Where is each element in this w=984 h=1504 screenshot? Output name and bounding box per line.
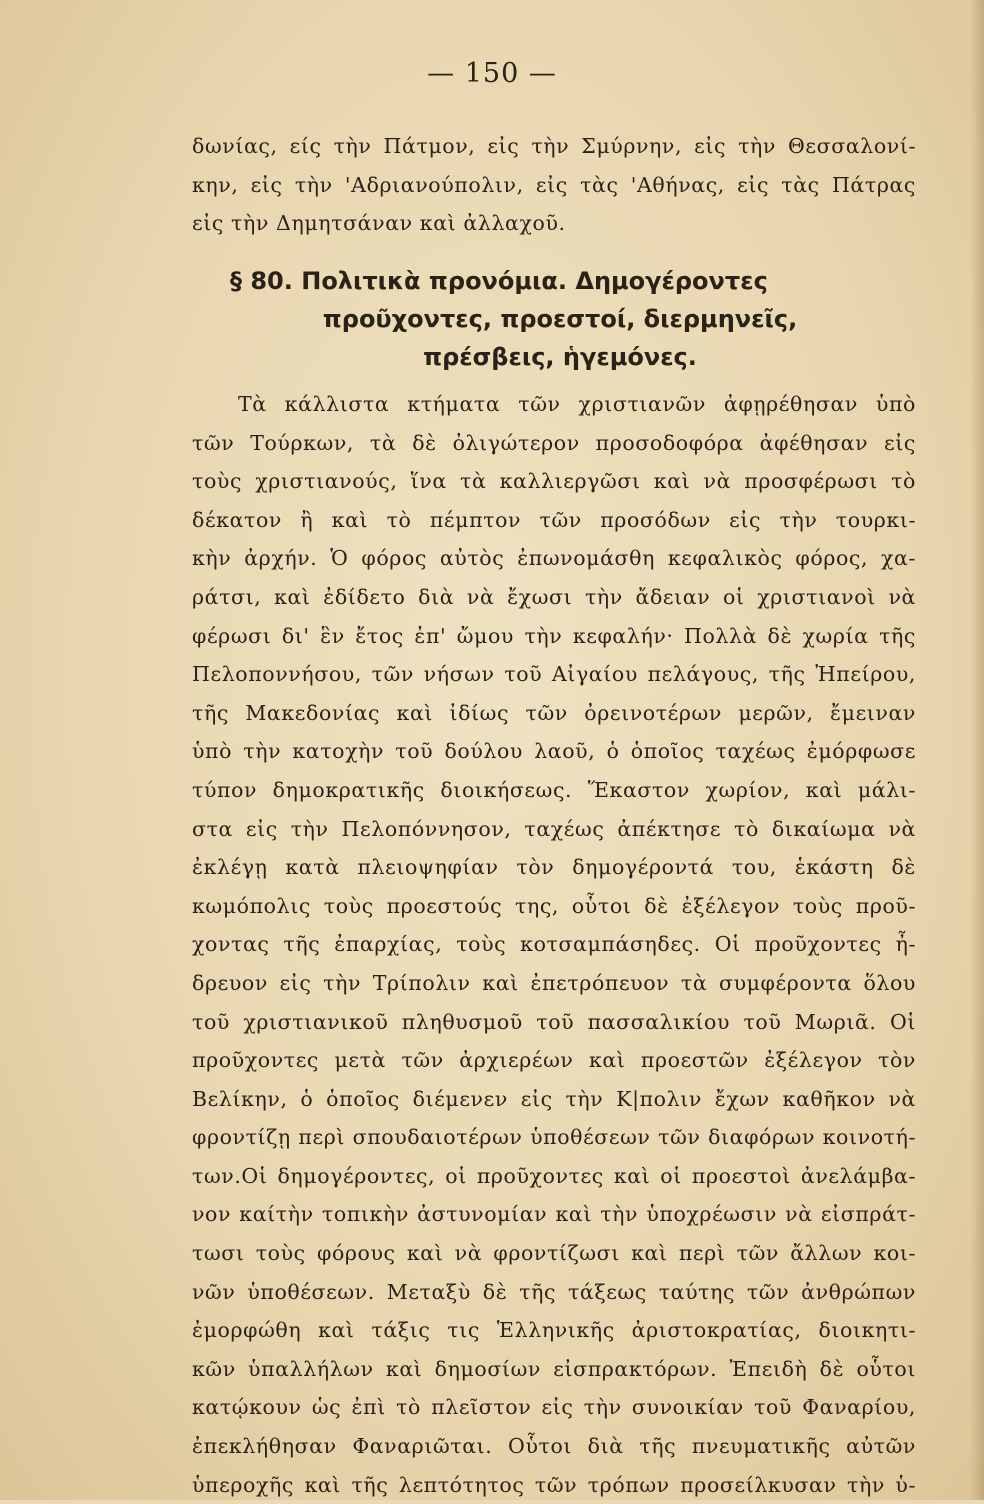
text-line: ἐπεκλήθησαν Φαναριῶται. Οὗτοι διὰ τῆς πνευματικῆς αὐτῶν xyxy=(192,1434,916,1459)
text-line: νῶν ὑποθέσεων. Μεταξὺ δὲ τῆς τάξεως ταύτης τῶν ἀνθρώπων xyxy=(192,1279,916,1304)
text-line: φέρωσι δι' ἓν ἔτος ἐπ' ὤμου τὴν κεφαλήν· Πολλὰ δὲ χωρία τῆς xyxy=(192,623,916,648)
text-line: τῶν Τούρκων, τὰ δὲ ὀλιγώτερον προσοδοφόρα ἀφέθησαν εἰς xyxy=(192,430,916,455)
text-line: κὴν ἀρχήν. Ὁ φόρος αὐτὸς ἐπωνομάσθη κεφαλικὸς φόρος, χα- xyxy=(192,546,916,571)
text-line: τοὺς χριστιανούς, ἵνα τὰ καλλιεργῶσι καὶ νὰ προσφέρωσι τὸ xyxy=(192,469,916,494)
text-line: στα εἰς τὴν Πελοπόννησον, ταχέως ἀπέκτησε τὸ δικαίωμα νὰ xyxy=(192,816,916,841)
text-line: Πελοποννήσου, τῶν νήσων τοῦ Αἰγαίου πελάγους, τῆς Ἠπείρου, xyxy=(192,662,916,687)
heading-line: προῦχοντες, προεστοί, διερμηνεῖς, xyxy=(322,305,798,333)
heading-line: πρέσβεις, ἡγεμόνες. xyxy=(423,343,697,371)
text-line: κατῴκουν ὡς ἐπὶ τὸ πλεῖστον εἰς τὴν συνοικίαν τοῦ Φαναρίου, xyxy=(192,1395,916,1420)
text-line: ἐμορφώθη καὶ τάξις τις Ἑλληνικῆς ἀριστοκρατίας, διοικητι- xyxy=(192,1318,916,1343)
text-line: ράτσι, καὶ ἐδίδετο διὰ νὰ ἔχωσι τὴν ἄδειαν οἱ χριστιανοὶ νὰ xyxy=(192,584,916,609)
text-line: προῦχοντες μετὰ τῶν ἀρχιερέων καὶ προεστῶν ἐξέλεγον τὸν xyxy=(192,1048,916,1073)
text-line: εἰς τὴν Δημητσάναν καὶ ἀλλαχοῦ. xyxy=(192,211,566,236)
text-line: Βελίκην, ὁ ὁποῖος διέμενεν εἰς τὴν Κ|πολιν ἔχων καθῆκον νὰ xyxy=(192,1086,916,1111)
text-line: των.Οἱ δημογέροντες, οἱ προῦχοντες καὶ οἱ προεστοὶ ἀνελάμβα- xyxy=(192,1163,916,1188)
text-line: χοντας τῆς ἐπαρχίας, τοὺς κοτσαμπάσηδες. Οἱ προῦχοντες ἦ- xyxy=(192,932,916,957)
section-heading xyxy=(210,262,910,376)
text-line: ὑπὸ τὴν κατοχὴν τοῦ δούλου λαοῦ, ὁ ὁποῖος ταχέως ἐμόρφωσε xyxy=(192,739,916,764)
page-number: — 150 — xyxy=(427,58,557,89)
text-line: τύπον δημοκρατικῆς διοικήσεως. Ἕκαστον χωρίον, καὶ μάλι- xyxy=(192,777,916,802)
text-line: Τὰ κάλλιστα κτήματα τῶν χριστιανῶν ἀφῃρέθησαν ὑπὸ xyxy=(238,392,916,416)
text-line: δέκατον ἢ καὶ τὸ πέμπτον τῶν προσόδων εἰς τὴν τουρκι- xyxy=(192,507,916,532)
text-line: φροντίζῃ περὶ σπουδαιοτέρων ὑποθέσεων τῶν διαφόρων κοινοτή- xyxy=(192,1125,916,1150)
body-paragraph xyxy=(192,385,916,1504)
text-line: τοῦ χριστιανικοῦ πληθυσμοῦ τοῦ πασσαλικίου τοῦ Μωριᾶ. Οἱ xyxy=(192,1009,916,1034)
heading-line: § 80. Πολιτικὰ προνόμια. Δημογέροντες xyxy=(230,267,768,295)
text-line: κῶν ὑπαλλήλων καὶ δημοσίων εἰσπρακτόρων. Ἐπειδὴ δὲ οὗτοι xyxy=(192,1356,916,1381)
text-line: κην, εἰς τὴν 'Αδριανούπολιν, εἰς τὰς 'Αθήνας, εἰς τὰς Πάτρας xyxy=(192,172,916,197)
text-line: ἐκλέγῃ κατὰ πλειοψηφίαν τὸν δημογέροντά του, ἑκάστη δὲ xyxy=(192,855,916,880)
text-line: δρευον εἰς τὴν Τρίπολιν καὶ ἐπετρόπευον τὰ συμφέροντα ὅλου xyxy=(192,970,916,995)
text-line: δωνίας, είς τὴν Πάτμον, εἰς τὴν Σμύρνην, εἰς τὴν Θεσσαλονί- xyxy=(192,134,916,158)
intro-paragraph xyxy=(192,127,916,243)
text-line: τωσι τοὺς φόρους καὶ νὰ φροντίζωσι καὶ περὶ τῶν ἄλλων κοι- xyxy=(192,1241,916,1266)
text-line: νον καίτὴν τοπικὴν ἀστυνομίαν καὶ τὴν ὑποχρέωσιν νὰ εἰσπράτ- xyxy=(192,1202,916,1227)
page-edge-shadow xyxy=(970,0,984,1500)
text-line: τῆς Μακεδονίας καὶ ἰδίως τῶν ὀρεινοτέρων μερῶν, ἔμειναν xyxy=(192,700,916,725)
text-line: κωμόπολις τοὺς προεστούς της, οὗτοι δὲ ἐξέλεγον τοὺς προῦ- xyxy=(192,893,916,918)
text-line: ὑπεροχῆς καὶ τῆς λεπτότητος τῶν τρόπων προσείλκυσαν τὴν ὑ- xyxy=(192,1472,916,1497)
